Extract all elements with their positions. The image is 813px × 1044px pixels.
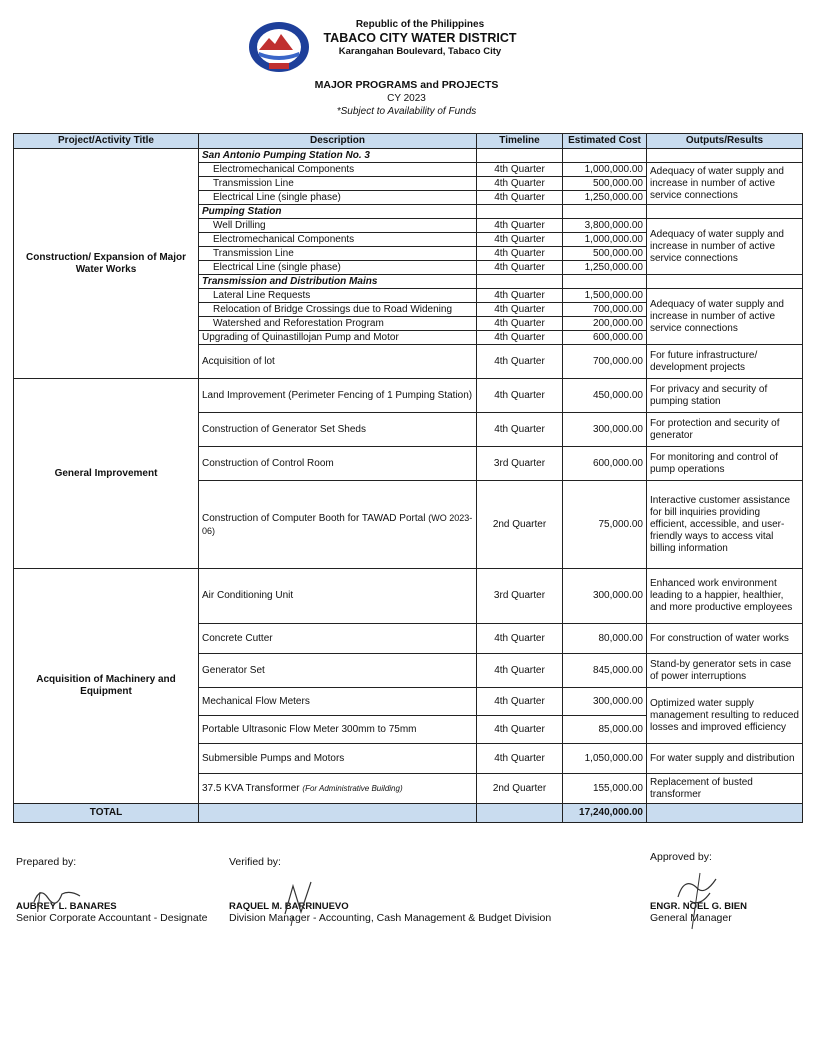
description-cell: Land Improvement (Perimeter Fencing of 1 Pumping Station) xyxy=(199,379,477,413)
project-title-cell: Construction/ Expansion of Major Water Works xyxy=(14,149,199,379)
description-cell: Concrete Cutter xyxy=(199,624,477,654)
timeline-cell: 4th Quarter xyxy=(477,191,563,205)
output-cell: For privacy and security of pumping station xyxy=(647,379,803,413)
output-cell: Replacement of busted transformer xyxy=(647,774,803,804)
output-cell: For monitoring and control of pump operations xyxy=(647,447,803,481)
total-empty-cell xyxy=(199,804,477,823)
cost-cell: 1,500,000.00 xyxy=(563,289,647,303)
cost-cell: 700,000.00 xyxy=(563,345,647,379)
timeline-cell xyxy=(477,275,563,289)
description-text: 37.5 KVA Transformer xyxy=(202,782,300,794)
description-note: (WO 2023-06) xyxy=(202,512,473,536)
cost-cell: 80,000.00 xyxy=(563,624,647,654)
approved-by-label: Approved by: xyxy=(650,851,712,863)
water-district-seal-logo xyxy=(245,20,313,74)
signature-mark-icon xyxy=(30,882,90,912)
description-cell: Well Drilling xyxy=(199,219,477,233)
output-cell: For future infrastructure/ development projects xyxy=(647,345,803,379)
description-cell: Electromechanical Components xyxy=(199,163,477,177)
description-cell xyxy=(199,481,477,569)
organization-name: TABACO CITY WATER DISTRICT xyxy=(323,31,517,45)
output-cell: For construction of water works xyxy=(647,624,803,654)
total-value: 17,240,000.00 xyxy=(563,804,647,823)
col-header-project: Project/Activity Title xyxy=(14,134,199,149)
output-cell xyxy=(647,205,803,219)
document-title: MAJOR PROGRAMS and PROJECTS xyxy=(314,79,499,91)
total-empty-cell xyxy=(647,804,803,823)
timeline-cell: 3rd Quarter xyxy=(477,447,563,481)
organization-address: Karangahan Boulevard, Tabaco City xyxy=(338,46,502,57)
cost-cell: 300,000.00 xyxy=(563,569,647,624)
description-cell: Watershed and Reforestation Program xyxy=(199,317,477,331)
table-header-row xyxy=(14,134,803,149)
description-cell: Electromechanical Components xyxy=(199,233,477,247)
prepared-by-label: Prepared by: xyxy=(16,856,77,868)
description-cell xyxy=(199,774,477,804)
description-cell: Submersible Pumps and Motors xyxy=(199,744,477,774)
cost-cell: 3,800,000.00 xyxy=(563,219,647,233)
description-note: (For Administrative Building) xyxy=(302,783,403,793)
timeline-cell: 4th Quarter xyxy=(477,345,563,379)
subheading-cell: Pumping Station xyxy=(199,205,477,219)
cost-cell: 1,000,000.00 xyxy=(563,233,647,247)
description-cell: Lateral Line Requests xyxy=(199,289,477,303)
subheading-cell: San Antonio Pumping Station No. 3 xyxy=(199,149,477,163)
cost-cell: 700,000.00 xyxy=(563,303,647,317)
cost-cell: 1,050,000.00 xyxy=(563,744,647,774)
output-cell: For water supply and distribution xyxy=(647,744,803,774)
signature-mark-icon xyxy=(279,876,329,926)
description-cell: Mechanical Flow Meters xyxy=(199,688,477,716)
output-cell: Stand-by generator sets in case of power interruptions xyxy=(647,654,803,688)
col-header-outputs: Outputs/Results xyxy=(647,134,803,149)
cost-cell xyxy=(563,275,647,289)
cost-cell: 300,000.00 xyxy=(563,413,647,447)
output-cell xyxy=(647,149,803,163)
cost-cell: 1,000,000.00 xyxy=(563,163,647,177)
verified-by-label: Verified by: xyxy=(229,856,281,868)
cost-cell: 500,000.00 xyxy=(563,247,647,261)
timeline-cell: 4th Quarter xyxy=(477,654,563,688)
timeline-cell: 4th Quarter xyxy=(477,233,563,247)
timeline-cell: 4th Quarter xyxy=(477,317,563,331)
timeline-cell: 3rd Quarter xyxy=(477,569,563,624)
timeline-cell: 4th Quarter xyxy=(477,163,563,177)
cost-cell: 1,250,000.00 xyxy=(563,261,647,275)
timeline-cell: 4th Quarter xyxy=(477,289,563,303)
timeline-cell: 4th Quarter xyxy=(477,379,563,413)
description-text: Construction of Computer Booth for TAWAD Portal xyxy=(202,512,426,524)
cost-cell: 75,000.00 xyxy=(563,481,647,569)
signature-mark-icon xyxy=(670,863,730,933)
programs-table xyxy=(13,133,803,823)
total-row xyxy=(14,804,803,823)
cost-cell: 600,000.00 xyxy=(563,331,647,345)
output-cell: For protection and security of generator xyxy=(647,413,803,447)
output-cell: Enhanced work environment leading to a happier, healthier, and more productive employees xyxy=(647,569,803,624)
calendar-year: CY 2023 xyxy=(387,93,426,104)
description-cell: Electrical Line (single phase) xyxy=(199,261,477,275)
letterhead-text xyxy=(320,19,520,57)
project-title-cell: General Improvement xyxy=(14,379,199,569)
verified-by-block xyxy=(229,856,589,924)
timeline-cell xyxy=(477,149,563,163)
col-header-cost: Estimated Cost xyxy=(563,134,647,149)
description-cell: Relocation of Bridge Crossings due to Road Widening xyxy=(199,303,477,317)
col-header-description: Description xyxy=(199,134,477,149)
description-cell: Transmission Line xyxy=(199,247,477,261)
timeline-cell: 2nd Quarter xyxy=(477,481,563,569)
total-label: TOTAL xyxy=(14,804,199,823)
cost-cell: 450,000.00 xyxy=(563,379,647,413)
table-row xyxy=(14,379,803,413)
cost-cell: 1,250,000.00 xyxy=(563,191,647,205)
document-title-block xyxy=(250,79,563,117)
output-cell: Adequacy of water supply and increase in number of active service connections xyxy=(647,163,803,205)
cost-cell xyxy=(563,205,647,219)
description-cell: Upgrading of Quinastillojan Pump and Motor xyxy=(199,331,477,345)
letterhead xyxy=(0,0,813,125)
description-cell: Portable Ultrasonic Flow Meter 300mm to 75mm xyxy=(199,716,477,744)
timeline-cell xyxy=(477,205,563,219)
approved-by-position: General Manager xyxy=(650,912,732,924)
funding-note: *Subject to Availability of Funds xyxy=(336,106,477,117)
cost-cell xyxy=(563,149,647,163)
output-cell: Adequacy of water supply and increase in number of active service connections xyxy=(647,289,803,345)
timeline-cell: 4th Quarter xyxy=(477,219,563,233)
timeline-cell: 2nd Quarter xyxy=(477,774,563,804)
cost-cell: 845,000.00 xyxy=(563,654,647,688)
total-empty-cell xyxy=(477,804,563,823)
table-row xyxy=(14,149,803,163)
timeline-cell: 4th Quarter xyxy=(477,261,563,275)
verified-by-name: RAQUEL M. BARRINUEVO xyxy=(229,901,349,912)
description-cell: Electrical Line (single phase) xyxy=(199,191,477,205)
timeline-cell: 4th Quarter xyxy=(477,331,563,345)
cost-cell: 200,000.00 xyxy=(563,317,647,331)
description-cell: Transmission Line xyxy=(199,177,477,191)
description-cell: Construction of Control Room xyxy=(199,447,477,481)
prepared-by-name: AUBREY L. BANARES xyxy=(16,901,117,912)
timeline-cell: 4th Quarter xyxy=(477,247,563,261)
col-header-timeline: Timeline xyxy=(477,134,563,149)
description-cell: Acquisition of lot xyxy=(199,345,477,379)
table-row xyxy=(14,569,803,624)
timeline-cell: 4th Quarter xyxy=(477,744,563,774)
cost-cell: 600,000.00 xyxy=(563,447,647,481)
cost-cell: 85,000.00 xyxy=(563,716,647,744)
project-title-cell: Acquisition of Machinery and Equipment xyxy=(14,569,199,804)
timeline-cell: 4th Quarter xyxy=(477,716,563,744)
timeline-cell: 4th Quarter xyxy=(477,688,563,716)
cost-cell: 155,000.00 xyxy=(563,774,647,804)
output-cell: Optimized water supply management resulting to reduced losses and improved efficiency xyxy=(647,688,803,744)
timeline-cell: 4th Quarter xyxy=(477,413,563,447)
timeline-cell: 4th Quarter xyxy=(477,624,563,654)
timeline-cell: 4th Quarter xyxy=(477,303,563,317)
prepared-by-block xyxy=(16,856,226,924)
output-cell: Adequacy of water supply and increase in number of active service connections xyxy=(647,219,803,275)
verified-by-position: Division Manager - Accounting, Cash Management & Budget Division xyxy=(229,912,552,924)
description-cell: Generator Set xyxy=(199,654,477,688)
cost-cell: 300,000.00 xyxy=(563,688,647,716)
output-cell: Interactive customer assistance for bill inquiries providing efficient, accessible, and user-friendly ways to access vital billing information xyxy=(647,481,803,569)
prepared-by-position: Senior Corporate Accountant - Designate xyxy=(16,912,208,924)
description-cell: Construction of Generator Set Sheds xyxy=(199,413,477,447)
cost-cell: 500,000.00 xyxy=(563,177,647,191)
timeline-cell: 4th Quarter xyxy=(477,177,563,191)
approved-by-block xyxy=(650,851,800,924)
output-cell xyxy=(647,275,803,289)
approved-by-name: ENGR. NOEL G. BIEN xyxy=(650,901,747,912)
subheading-cell: Transmission and Distribution Mains xyxy=(199,275,477,289)
republic-line: Republic of the Philippines xyxy=(355,19,485,30)
description-cell: Air Conditioning Unit xyxy=(199,569,477,624)
